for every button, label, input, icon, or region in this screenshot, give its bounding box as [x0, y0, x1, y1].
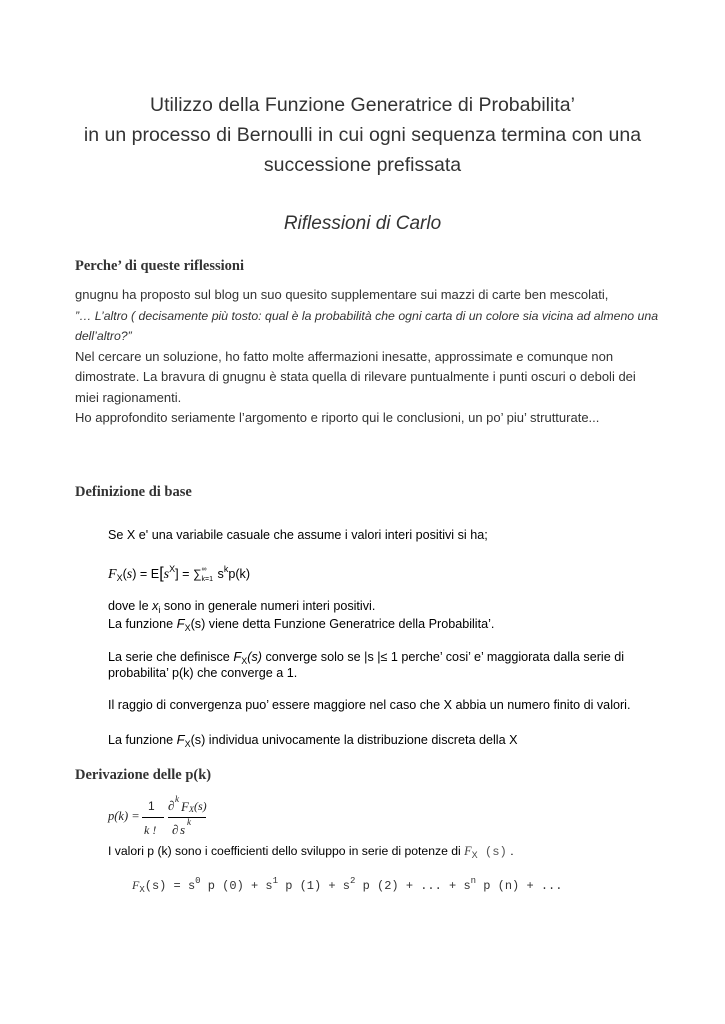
conv-text-b: converge solo se |s |≤ 1 perche’ cosi’ e’ maggiorata dalla serie di [261, 650, 625, 664]
power-series-formula [132, 876, 562, 895]
frac-num-F: F [181, 799, 189, 814]
frac-num-k: k [175, 794, 179, 804]
fg-F: F [176, 616, 185, 631]
conv-F: F [233, 649, 242, 664]
series-exp-n: n [470, 876, 477, 886]
formula-X: X [116, 573, 123, 583]
quote-line-2: dell’altro?” [75, 329, 132, 343]
paragraph-intro: gnugnu ha proposto sul blog un suo quesito supplementare sui mazzi di carte ben mescolati, [75, 287, 609, 302]
formula-pk: p(k) [228, 567, 251, 581]
series-exp-1: 1 [272, 876, 278, 886]
xi-text-b: sono in generale numeri interi positivi. [160, 599, 376, 613]
frac-den-k2: k [187, 817, 191, 827]
xi-sub: i [158, 605, 161, 615]
formula-s: s [126, 567, 133, 582]
series-lhs: (s) = s [144, 879, 196, 893]
title-line-1: Utilizzo della Funzione Generatrice di Probabilita’ [150, 94, 575, 116]
series-exp-2: 2 [350, 876, 356, 886]
frac-num-s: (s) [194, 799, 207, 813]
formula-eq: = E [136, 567, 160, 581]
uniqueness-line [108, 731, 518, 753]
generating-function-formula: $F_X(s) = E[s^X]$ = ∑ ∞ k=1 $s^kp(k)$ [108, 561, 250, 587]
coeff-X: X [471, 850, 478, 860]
partial-icon-num: ∂ [168, 798, 175, 813]
univ-X: X [184, 739, 191, 749]
definition-intro: Se X e' una variabile casuale che assume i valori interi positivi si ha; [108, 528, 488, 542]
sum-upper: ∞ [201, 566, 207, 573]
series-X: X [139, 885, 145, 895]
paragraph-line-a: Nel cercare un soluzione, ho fatto molte affermazioni inesatte, approssimate e comunque non [75, 348, 614, 364]
series-term-2: p (2) + ... + s [355, 879, 471, 893]
univ-text-a: La funzione [108, 733, 177, 747]
coeff-text-a: I valori p (k) sono i coefficienti dello sviluppo in serie di potenze di [108, 844, 465, 858]
conv-text-a: La serie che definisce [108, 650, 234, 664]
univ-F: F [176, 732, 185, 747]
paragraph-conclusion: Ho approfondito seriamente l’argomento e riporto qui le conclusioni, un po’ piu’ strutturate... [75, 410, 600, 425]
formula-sup-X: X [169, 564, 176, 574]
formula-lbracket: [ [159, 565, 164, 582]
coeff-F: F [464, 844, 472, 858]
radius-line: Il raggio di convergenza puo’ essere maggiore nel caso che X abbia un numero finito di valori. [108, 698, 631, 712]
series-term-n: p (n) + ... [476, 879, 563, 893]
frac-num-X: X [189, 805, 194, 814]
fg-text-a: La funzione [108, 617, 177, 631]
section-heading-definizione: Definizione di base [75, 484, 192, 500]
frac-den-k: k ! [144, 823, 157, 837]
series-F: F [132, 878, 140, 892]
coeff-s: (s) [477, 845, 507, 859]
xi-var: x [152, 599, 159, 613]
series-term-1: p (1) + s [278, 879, 351, 893]
fg-X: X [184, 623, 191, 633]
paragraph-line-c: miei ragionamenti. [75, 389, 182, 405]
sum-lower: k=1 [201, 576, 214, 583]
xi-text-a: dove le [108, 599, 153, 613]
section-heading-derivazione: Derivazione delle p(k) [75, 767, 212, 783]
sum-icon: ∑ [192, 567, 202, 581]
univ-text-b: (s) individua univocamente la distribuzione discreta della X [190, 733, 518, 747]
derivative-formula [108, 794, 218, 837]
convergence-line-2: probabilita’ p(k) che converge a 1. [108, 666, 298, 680]
frac-lhs: p(k) = [108, 809, 140, 823]
coefficients-line [108, 843, 514, 864]
title-line-2: in un processo di Bernoulli in cui ogni sequenza termina con una [83, 124, 642, 146]
series-term-0: p (0) + s [200, 879, 273, 893]
formula-s2: s [163, 567, 170, 582]
partial-icon-den: ∂ [172, 822, 179, 837]
frac-bar-1 [142, 817, 164, 818]
quote-line-1: ”… L’altro ( decisamente più tosto: qual è la probabilità che ogni carta di un colore sia vicina ad almeno una [75, 308, 659, 323]
section-perche-body [75, 285, 665, 429]
section-heading-perche: Perche’ di queste riflessioni [75, 258, 245, 274]
formula-rbracket: ] = [175, 567, 193, 581]
fg-text-b: (s) viene detta Funzione Generatrice della Probabilita’. [190, 617, 495, 631]
formula-s3: s [217, 567, 224, 581]
frac-num-1: 1 [148, 799, 155, 813]
fg-line [108, 615, 494, 637]
title-line-3: successione prefissata [263, 154, 462, 176]
subtitle: Riflessioni di Carlo [283, 213, 442, 234]
series-exp-0: 0 [195, 876, 201, 886]
paragraph-line-b: dimostrate. La bravura di gnugnu è stata quella di rilevare puntualmente i punti oscuri o deboli dei [75, 369, 636, 384]
conv-s: (s) [247, 650, 262, 664]
conv-X: X [241, 656, 248, 666]
formula-sup-k: k [223, 564, 229, 574]
formula-F: F [108, 567, 117, 582]
frac-den-s: s [180, 822, 186, 837]
coeff-text-b: . [506, 844, 514, 858]
